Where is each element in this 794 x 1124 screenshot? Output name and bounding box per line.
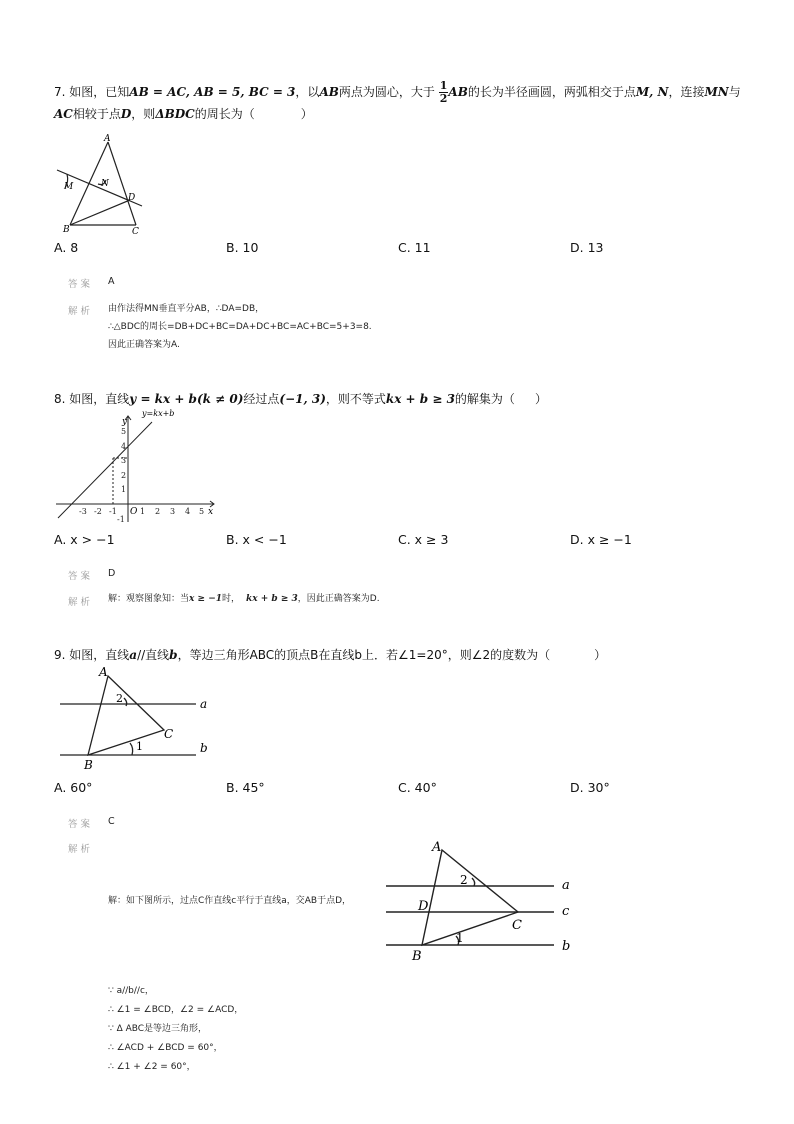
q8-y-tick-5: 5 (121, 427, 127, 436)
q8-y-tick-4: 4 (121, 442, 127, 451)
q8-option-d[interactable]: D. x ≥ −1 (570, 532, 632, 547)
q7-option-a[interactable]: A. 8 (54, 240, 79, 255)
q7-solution-2: ∴△BDC的周长=DB+DC+BC=DA+DC+BC=AC+BC=5+3=8. (108, 322, 372, 332)
q7-fig-label-B: B (63, 225, 70, 235)
q8-x-tick-neg3: -3 (79, 507, 87, 516)
q7-answer-label: 答案 (68, 279, 94, 290)
q9-sol-label-1: 1 (456, 931, 464, 945)
q9-step-3: ∵ Δ ABC是等边三角形， (108, 1024, 208, 1034)
q8-y-tick-1: 1 (121, 485, 127, 494)
q9-sol-label-C: C (512, 918, 522, 933)
q9-fig-label-A: A (99, 665, 108, 679)
q9-option-c[interactable]: C. 40° (398, 780, 437, 795)
q9-answer: C (108, 816, 115, 827)
q9-figure (58, 664, 218, 772)
q8-x-tick-4: 4 (185, 507, 191, 516)
q9-stem: 9. 如图，直线a//直线b，等边三角形ABC的顶点B在直线b上．若∠1=20°，则∠2的度数为（ ） (54, 648, 607, 662)
q8-analysis-label: 解析 (68, 597, 94, 608)
q9-fig-label-2: 2 (116, 692, 123, 705)
q8-y-axis-label: y (122, 417, 128, 427)
q9-step-2: ∴ ∠1 = ∠BCD，∠2 = ∠ACD， (108, 1005, 244, 1015)
q8-y-tick-2: 2 (121, 471, 127, 480)
q8-option-c[interactable]: C. x ≥ 3 (398, 532, 449, 547)
q9-fig-label-b: b (200, 741, 208, 755)
q8-x-tick-3: 3 (170, 507, 176, 516)
q8-x-tick-neg2: -2 (94, 507, 102, 516)
q8-x-tick-neg1: -1 (109, 507, 117, 516)
q8-y-tick-3: 3 (121, 456, 127, 465)
q9-answer-label: 答案 (68, 819, 94, 830)
q7-stem-line1: 7. 如图，已知AB = AC, AB = 5, BC = 3，以AB两点为圆心，大于 $\frac{1}{2}$ AB的长为半径画圆，两弧相交于点M, N，连接MN与 (54, 79, 741, 105)
q9-sol-label-c: c (562, 904, 570, 919)
q9-step-1: ∵ a//b//c， (108, 986, 154, 996)
q9-solution-text: 解：如下图所示，过点C作直线c平行于直线a，交AB于点D， (108, 896, 352, 906)
q7-fraction: $\frac{1}{2}$ (439, 79, 448, 105)
q7-fig-label-A: A (104, 134, 111, 144)
q7-fig-label-M: M (64, 182, 74, 192)
q8-solution: 解：观察图象知：当x ≥ −1时， kx + b ≥ 3，因此正确答案为D. (108, 594, 380, 604)
q9-fig-label-B: B (84, 758, 93, 772)
q9-sol-label-a: a (562, 878, 570, 893)
q7-fig-label-D: D (128, 193, 136, 203)
q8-x-axis-label: x (208, 507, 214, 517)
q9-solution-figure (380, 836, 580, 962)
q9-sol-label-b: b (562, 939, 571, 954)
q9-fig-label-C: C (164, 727, 174, 741)
q8-origin-label: O (130, 507, 138, 517)
q9-sol-label-D: D (418, 899, 429, 914)
q9-option-b[interactable]: B. 45° (226, 780, 265, 795)
q8-option-b[interactable]: B. x < −1 (226, 532, 287, 547)
q7-solution-1: 由作法得MN垂直平分AB，∴DA=DB， (108, 304, 265, 314)
q8-answer: D (108, 568, 116, 579)
q9-option-d[interactable]: D. 30° (570, 780, 610, 795)
q7-option-b[interactable]: B. 10 (226, 240, 259, 255)
q9-step-4: ∴ ∠ACD + ∠BCD = 60°， (108, 1043, 223, 1053)
q9-step-5: ∴ ∠1 + ∠2 = 60°， (108, 1062, 196, 1072)
q8-answer-label: 答案 (68, 571, 94, 582)
q7-option-d[interactable]: D. 13 (570, 240, 604, 255)
q7-solution-3: 因此正确答案为A. (108, 340, 180, 350)
q8-line-label: y=kx+b (142, 409, 175, 418)
q7-figure (52, 132, 152, 236)
q9-analysis-label: 解析 (68, 844, 94, 855)
q9-fig-label-a: a (200, 697, 208, 711)
q9-sol-label-A: A (432, 840, 442, 855)
q7-analysis-label: 解析 (68, 306, 94, 317)
q9-number: 9. (54, 648, 66, 662)
q8-number: 8. (54, 392, 66, 406)
q8-x-tick-1: 1 (140, 507, 146, 516)
q7-stem-line2: AC相较于点D，则ΔBDC的周长为（ ） (54, 107, 313, 121)
q8-x-tick-5: 5 (199, 507, 205, 516)
q8-stem: 8. 如图，直线y = kx + b(k ≠ 0)经过点(−1, 3)，则不等式kx + b ≥ 3的解集为（ ） (54, 392, 547, 406)
q8-graph (50, 406, 222, 526)
q8-y-tick-neg1: -1 (117, 515, 125, 524)
q7-number: 7. (54, 85, 66, 99)
q7-option-c[interactable]: C. 11 (398, 240, 431, 255)
q9-fig-label-1: 1 (136, 740, 143, 753)
q9-option-a[interactable]: A. 60° (54, 780, 93, 795)
q7-fig-label-N: N (101, 179, 109, 189)
q7-answer: A (108, 276, 115, 287)
q9-sol-label-B: B (412, 949, 422, 962)
q8-x-tick-2: 2 (155, 507, 161, 516)
q7-fig-label-C: C (132, 227, 139, 236)
q8-option-a[interactable]: A. x > −1 (54, 532, 115, 547)
q9-sol-label-2: 2 (460, 873, 468, 887)
